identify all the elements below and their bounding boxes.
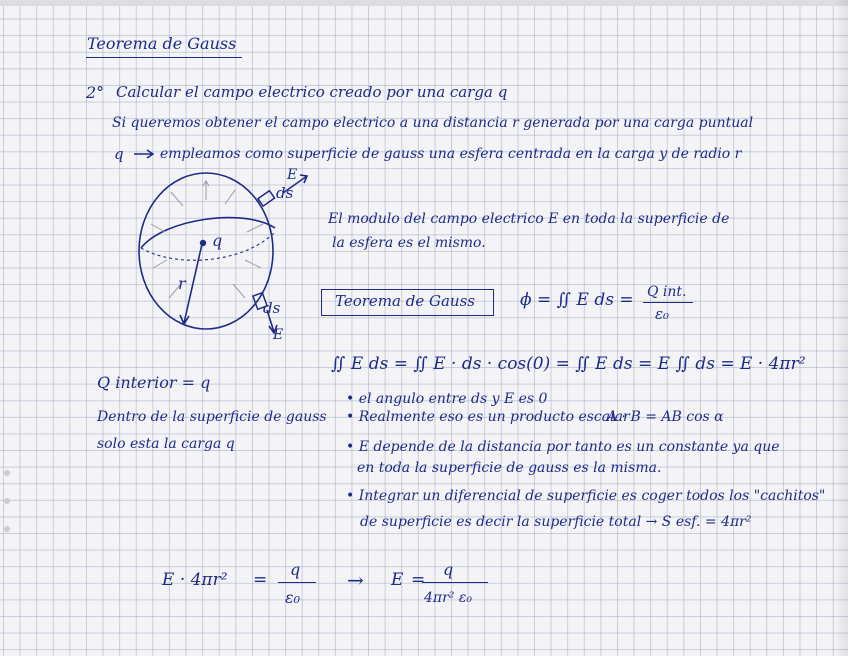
binder-hole xyxy=(4,498,10,504)
page-right-shadow xyxy=(834,0,848,656)
final-e-label: E xyxy=(391,570,404,590)
final-numerator-1: q xyxy=(290,560,301,579)
final-fraction-bar-1 xyxy=(278,582,316,583)
bullet-3-continuation: en toda la superficie de gauss es la misma. xyxy=(357,460,662,476)
bullet-1-text: el angulo entre ds y E es 0 xyxy=(358,391,548,407)
right-arrow-icon xyxy=(133,148,155,160)
interior-note-line-1: Dentro de la superficie de gauss xyxy=(97,409,327,425)
bullet-4-continuation: de superficie es decir la superficie total → S esf. = 4πr² xyxy=(360,514,752,530)
bullet-3-text: E depende de la distancia por tanto es un constante ya que xyxy=(358,439,780,455)
binder-hole xyxy=(4,526,10,532)
bullet-2: • Realmente eso es un producto escalar xyxy=(346,409,630,425)
final-lhs: E · 4πr² xyxy=(162,570,228,590)
intro-line-1: Si queremos obtener el campo electrico a una distancia r generada por una carga puntual xyxy=(112,115,754,131)
interior-note-line-2: solo esta la carga q xyxy=(97,436,235,452)
gauss-fraction-bar xyxy=(643,302,693,303)
gauss-numerator: Q int. xyxy=(647,284,687,300)
integral-chain: ∬ E ds = ∬ E · ds · cos(0) = ∬ E ds = E ∬ ds = E · 4πr² xyxy=(331,354,806,374)
final-arrow-icon: → xyxy=(347,568,364,592)
radius-label: r xyxy=(178,274,186,293)
bullet-1: • el angulo entre ds y E es 0 xyxy=(346,391,548,407)
bullet-4: • Integrar un diferencial de superficie es coger todos los "cachitos" xyxy=(346,488,826,504)
binder-hole xyxy=(4,470,10,476)
intro-charge-q: q xyxy=(114,145,124,163)
e-vector-label-top: E xyxy=(287,167,298,183)
dot-product-formula: A · B = AB cos α xyxy=(607,409,724,425)
bullet-2-text: Realmente eso es un producto escalar xyxy=(358,409,630,425)
charge-label: q xyxy=(212,231,223,250)
final-fraction-bar-2 xyxy=(422,582,488,583)
ds-label-bottom: ds xyxy=(263,299,281,317)
modulus-note-line-2: la esfera es el mismo. xyxy=(332,235,486,251)
final-numerator-2: q xyxy=(443,560,454,579)
bullet-4-text: Integrar un diferencial de superficie es coger todos los "cachitos" xyxy=(358,488,826,504)
intro-line-2: empleamos como superficie de gauss una esfera centrada en la carga y de radio r xyxy=(160,146,742,162)
ds-label-top: ds xyxy=(276,184,294,202)
final-denominator-2: 4πr² ε₀ xyxy=(424,590,472,606)
final-denominator-1: ε₀ xyxy=(285,588,300,607)
e-vector-label-bottom: E xyxy=(273,327,284,343)
final-equals-2: = xyxy=(411,570,426,590)
title-underline xyxy=(86,57,242,58)
bullet-3: • E depende de la distancia por tanto es un constante ya que xyxy=(346,439,780,455)
gauss-denominator: ε₀ xyxy=(655,305,670,323)
interior-charge-equation: Q interior = q xyxy=(97,373,211,392)
gauss-flux-formula: ϕ = ∬ E ds = xyxy=(520,290,634,310)
final-equals-1: = xyxy=(253,570,268,590)
page-title: Teorema de Gauss xyxy=(87,34,237,53)
page-top-edge xyxy=(0,0,848,6)
gauss-theorem-label: Teorema de Gauss xyxy=(335,292,475,310)
problem-statement: Calcular el campo electrico creado por una carga q xyxy=(116,83,508,101)
problem-number: 2° xyxy=(86,83,105,102)
modulus-note-line-1: El modulo del campo electrico E en toda la superficie de xyxy=(328,211,730,227)
